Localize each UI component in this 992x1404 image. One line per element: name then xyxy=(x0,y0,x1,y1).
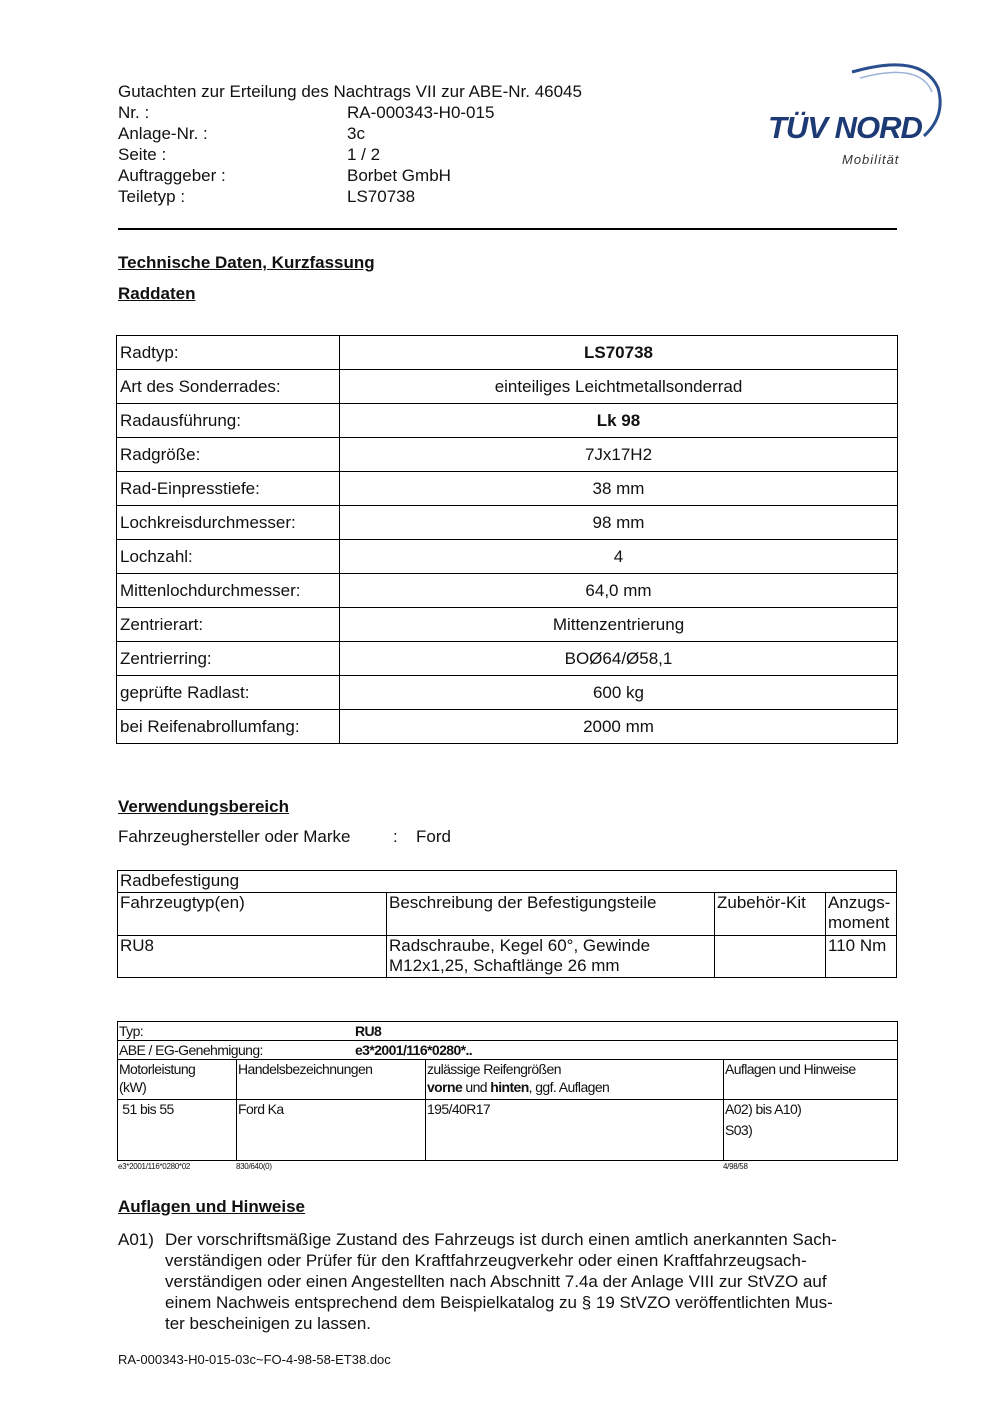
footer-code-1: e3*2001/116*0280*02 xyxy=(118,1162,191,1171)
raddaten-value: 7Jx17H2 xyxy=(340,438,898,472)
raddaten-value: Lk 98 xyxy=(340,404,898,438)
document-title: Gutachten zur Erteilung des Nachtrags VII zur ABE-Nr. 46045 xyxy=(118,82,582,101)
header-handelsbezeichnungen: Handelsbezeichnungen xyxy=(237,1060,426,1100)
header-fields xyxy=(118,102,494,207)
header-fahrzeugtyp: Fahrzeugtyp(en) xyxy=(118,893,387,936)
header-anzugsmoment xyxy=(826,893,897,936)
hersteller-label: Fahrzeughersteller oder Marke xyxy=(118,827,351,846)
header-auflagen: Auflagen und Hinweise xyxy=(724,1060,898,1100)
fahrzeugtyp-table xyxy=(117,1021,898,1161)
raddaten-value: 2000 mm xyxy=(340,710,898,744)
raddaten-row xyxy=(117,370,898,404)
footer-code-3: 4/98/58 xyxy=(723,1162,748,1171)
reifen-rest: , ggf. Auflagen xyxy=(528,1079,610,1095)
raddaten-label: bei Reifenabrollumfang: xyxy=(117,710,340,744)
header-divider xyxy=(118,228,897,230)
header-field-teiletyp xyxy=(118,186,494,207)
abe-value: e3*2001/116*0280*.. xyxy=(355,1042,473,1058)
hersteller-separator: : xyxy=(393,827,398,846)
raddaten-value: 98 mm xyxy=(340,506,898,540)
section-auflagen-hinweise: Auflagen und Hinweise xyxy=(118,1197,306,1216)
cell-handelsbezeichnung: Ford Ka xyxy=(237,1100,426,1161)
a01-line: Der vorschriftsmäßige Zustand des Fahrzeugs ist durch einen amtlich anerkannten Sach- xyxy=(165,1230,837,1249)
raddaten-value: BOØ64/Ø58,1 xyxy=(340,642,898,676)
cell-reifen: 195/40R17 xyxy=(426,1100,724,1161)
motor-line-1: Motorleistung xyxy=(119,1061,196,1077)
beschreibung-line-2: M12x1,25, Schaftlänge 26 mm xyxy=(389,956,620,975)
field-value: Borbet GmbH xyxy=(347,166,451,185)
a01-text xyxy=(165,1229,895,1334)
raddaten-row xyxy=(117,404,898,438)
typ-row xyxy=(118,1022,898,1041)
header-moment: moment xyxy=(828,913,890,932)
raddaten-label: Lochkreisdurchmesser: xyxy=(117,506,340,540)
header-reifengroessen xyxy=(426,1060,724,1100)
table-row xyxy=(118,936,897,978)
raddaten-value: 38 mm xyxy=(340,472,898,506)
raddaten-value: einteiliges Leichtmetallsonderrad xyxy=(340,370,898,404)
cell-zubehoer-kit xyxy=(715,936,826,978)
field-label: Anlage-Nr. : xyxy=(118,124,208,143)
field-value: LS70738 xyxy=(347,187,416,206)
fahrzeughersteller-line xyxy=(118,827,451,847)
header-field-auftraggeber xyxy=(118,165,494,186)
a01-label: A01) xyxy=(118,1230,154,1249)
beschreibung-line-1: Radschraube, Kegel 60°, Gewinde xyxy=(389,936,651,955)
radbefestigung-title: Radbefestigung xyxy=(118,871,897,893)
field-label: Auftraggeber : xyxy=(118,166,226,185)
footer-code-2: 830/640(0) xyxy=(236,1162,272,1171)
raddaten-label: Art des Sonderrades: xyxy=(117,370,340,404)
cell-auflagen xyxy=(724,1100,898,1161)
logo-subtitle: Mobilität xyxy=(842,152,900,167)
raddaten-row xyxy=(117,574,898,608)
cell-motorleistung: 51 bis 55 xyxy=(118,1100,237,1161)
raddaten-row xyxy=(117,540,898,574)
header-field-nr xyxy=(118,102,494,123)
cell-anzugsmoment: 110 Nm xyxy=(826,936,897,978)
raddaten-row xyxy=(117,336,898,370)
raddaten-label: Radausführung: xyxy=(117,404,340,438)
raddaten-label: Zentrierring: xyxy=(117,642,340,676)
section-technische-daten: Technische Daten, Kurzfassung xyxy=(118,253,375,272)
cell-fahrzeugtyp: RU8 xyxy=(118,936,387,978)
raddaten-row xyxy=(117,710,898,744)
section-verwendungsbereich: Verwendungsbereich xyxy=(118,797,289,816)
raddaten-value: 64,0 mm xyxy=(340,574,898,608)
tuev-nord-logo xyxy=(760,58,945,173)
raddaten-row xyxy=(117,506,898,540)
a01-line: ter bescheinigen zu lassen. xyxy=(165,1314,372,1333)
abe-label: ABE / EG-Genehmigung: xyxy=(119,1042,263,1058)
auflagen-line-1: A02) bis A10) xyxy=(725,1101,802,1117)
raddaten-row xyxy=(117,438,898,472)
raddaten-table xyxy=(116,335,898,744)
raddaten-label: Radgröße: xyxy=(117,438,340,472)
header-zubehoer-kit: Zubehör-Kit xyxy=(715,893,826,936)
field-value: 1 / 2 xyxy=(347,145,381,164)
header-beschreibung: Beschreibung der Befestigungsteile xyxy=(387,893,715,936)
header-anzugs: Anzugs- xyxy=(828,893,891,912)
raddaten-label: Radtyp: xyxy=(117,336,340,370)
hersteller-value: Ford xyxy=(416,827,451,846)
header-field-anlage xyxy=(118,123,494,144)
section-raddaten: Raddaten xyxy=(118,284,196,303)
reifen-vorne: vorne xyxy=(427,1079,463,1095)
raddaten-row xyxy=(117,608,898,642)
logo-wordmark: TÜV NORD xyxy=(768,110,922,145)
raddaten-row xyxy=(117,472,898,506)
field-label: Teiletyp : xyxy=(118,187,186,206)
auflagen-line-2: S03) xyxy=(725,1122,753,1138)
a01-line: verständigen oder Prüfer für den Kraftfahrzeugverkehr oder einen Kraftfahrzeugsach- xyxy=(165,1251,807,1270)
table-row xyxy=(118,1100,898,1161)
abe-row xyxy=(118,1041,898,1060)
field-value: RA-000343-H0-015 xyxy=(347,103,495,122)
header-field-seite xyxy=(118,144,494,165)
reifen-hinten: hinten xyxy=(490,1079,529,1095)
motor-line-2: (kW) xyxy=(119,1079,147,1095)
raddaten-label: Zentrierart: xyxy=(117,608,340,642)
reifen-und: und xyxy=(462,1079,491,1095)
field-label: Nr. : xyxy=(118,103,150,122)
document-filename: RA-000343-H0-015-03c~FO-4-98-58-ET38.doc xyxy=(118,1352,391,1367)
reifen-line-1: zulässige Reifengrößen xyxy=(427,1061,561,1077)
typ-label: Typ: xyxy=(119,1023,144,1039)
cell-beschreibung xyxy=(387,936,715,978)
raddaten-row xyxy=(117,642,898,676)
raddaten-row xyxy=(117,676,898,710)
raddaten-value: LS70738 xyxy=(340,336,898,370)
raddaten-label: Rad-Einpresstiefe: xyxy=(117,472,340,506)
a01-line: verständigen oder einen Angestellten nach Abschnitt 7.4a der Anlage VIII zur StVZO auf xyxy=(165,1272,827,1291)
raddaten-label: geprüfte Radlast: xyxy=(117,676,340,710)
raddaten-label: Mittenlochdurchmesser: xyxy=(117,574,340,608)
a01-line: einem Nachweis entsprechend dem Beispielkatalog zu § 19 StVZO veröffentlichten Mus- xyxy=(165,1293,833,1312)
raddaten-value: Mittenzentrierung xyxy=(340,608,898,642)
radbefestigung-table xyxy=(117,870,897,978)
raddaten-label: Lochzahl: xyxy=(117,540,340,574)
field-label: Seite : xyxy=(118,145,167,164)
raddaten-value: 4 xyxy=(340,540,898,574)
field-value: 3c xyxy=(347,124,365,143)
header-motorleistung xyxy=(118,1060,237,1100)
typ-value: RU8 xyxy=(355,1023,382,1039)
raddaten-value: 600 kg xyxy=(340,676,898,710)
